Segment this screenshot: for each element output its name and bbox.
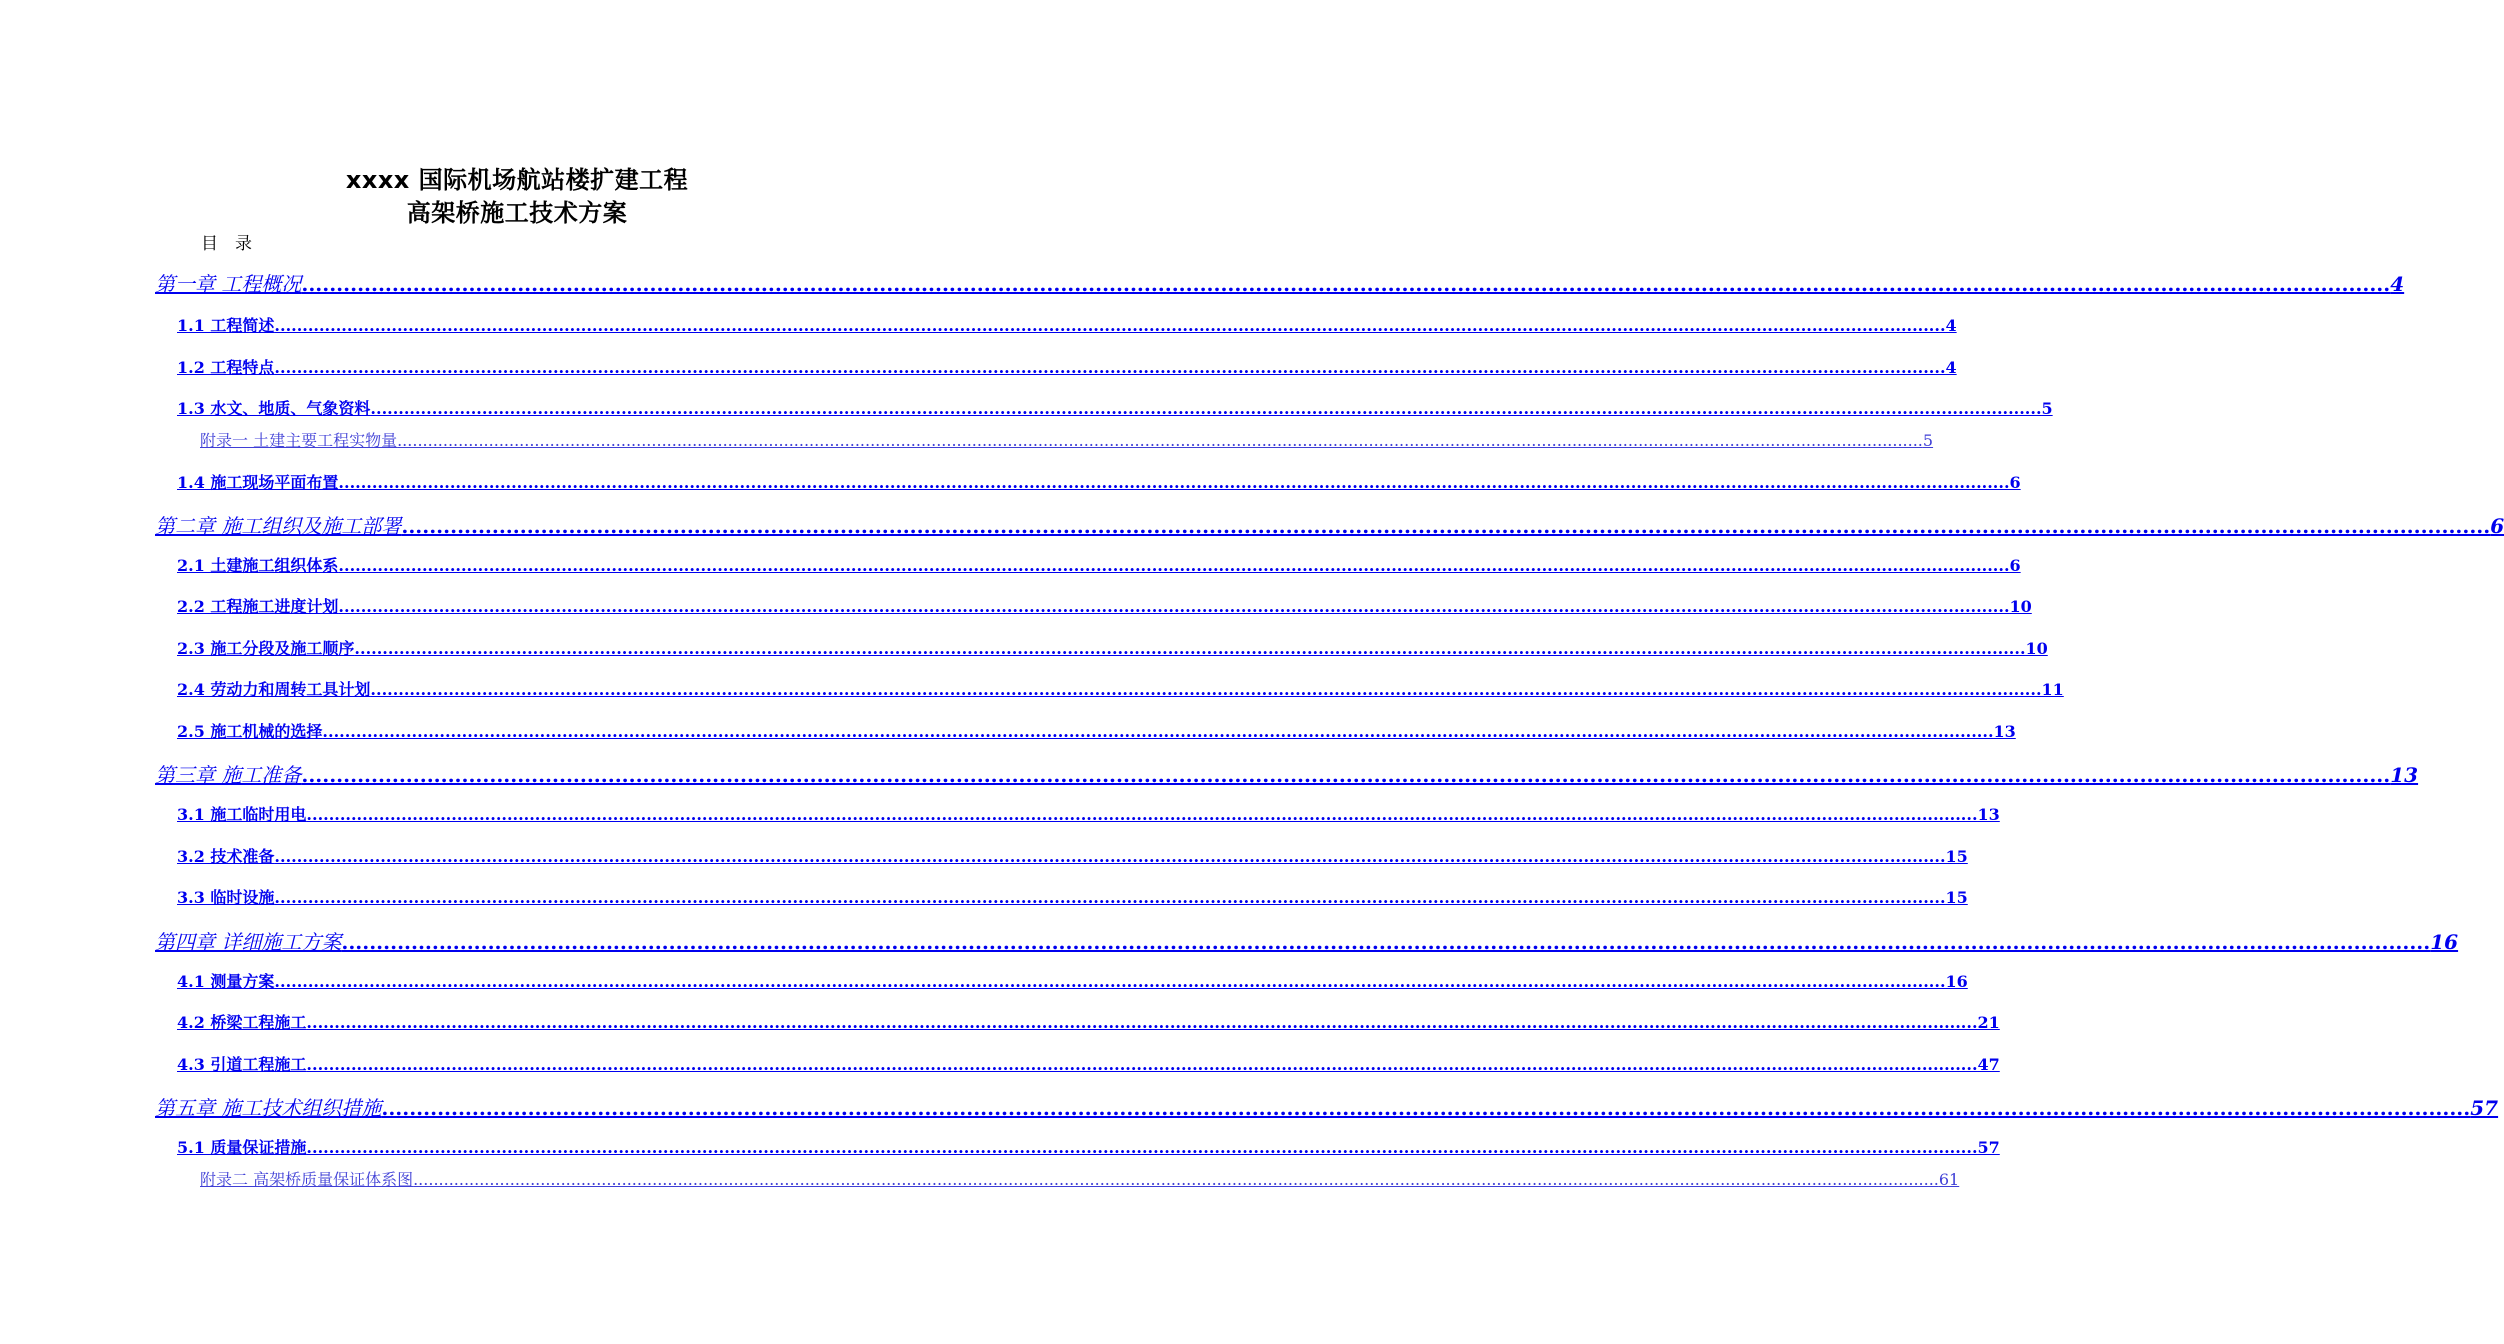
toc-entry-page-number: 11 [2041, 680, 2064, 699]
toc-entry-page-number: 13 [1993, 722, 2016, 741]
toc-entry-appendix[interactable] [200, 1167, 1960, 1190]
toc-dot-leader: ............................................................................................................................................................................................................................................................................................................ [306, 805, 1978, 824]
toc-dot-leader: ............................................................................................................................................................................................................................................................................................................ [274, 888, 1946, 907]
toc-dot-leader: ............................................................................................................................................................................................................................................................................................................ [274, 972, 1946, 991]
toc-entry-appendix[interactable] [200, 428, 1934, 451]
toc-dot-leader: ............................................................................................................................................................................................................................................................................................................ [274, 358, 1946, 377]
toc-entry-section[interactable] [177, 355, 1957, 378]
toc-dot-leader: ............................................................................................................................................................................................................................................................................................................ [401, 514, 2491, 538]
toc-entry-page-number: 15 [1945, 847, 1968, 866]
toc-entry-label: 2.2 工程施工进度计划 [177, 597, 339, 616]
toc-entry-chapter[interactable] [155, 1092, 2499, 1121]
toc-entry-label: 1.3 水文、地质、气象资料 [177, 399, 371, 418]
toc-entry-label: 4.2 桥梁工程施工 [177, 1013, 307, 1032]
toc-entry-page-number: 15 [1945, 888, 1968, 907]
toc-entry-label: 第二章 施工组织及施工部署 [155, 514, 402, 538]
toc-dot-leader: ............................................................................................................................................................................................................................................................................................................ [338, 556, 2010, 575]
toc-entry-page-number: 57 [2470, 1096, 2499, 1120]
toc-entry-section[interactable] [177, 802, 2000, 825]
toc-entry-label: 4.1 测量方案 [177, 972, 275, 991]
toc-heading: 目 录 [201, 234, 252, 254]
toc-dot-leader: ............................................................................................................................................................................................................................................................................................................ [274, 847, 1946, 866]
toc-entry-page-number: 10 [2009, 597, 2032, 616]
toc-entry-label: 第四章 详细施工方案 [155, 930, 342, 954]
toc-entry-section[interactable] [177, 1135, 2000, 1158]
toc-dot-leader: ............................................................................................................................................................................................................................................................................................................ [301, 272, 2391, 296]
toc-entry-label: 2.5 施工机械的选择 [177, 722, 323, 741]
toc-entry-page-number: 13 [2390, 763, 2419, 787]
toc-entry-page-number: 4 [2390, 272, 2405, 296]
toc-entry-section[interactable] [177, 553, 2021, 576]
toc-entry-label: 4.3 引道工程施工 [177, 1055, 307, 1074]
toc-dot-leader: ............................................................................................................................................................................................................................................................................................................ [306, 1055, 1978, 1074]
toc-entry-chapter[interactable] [155, 510, 2504, 539]
toc-entry-label: 1.4 施工现场平面布置 [177, 473, 339, 492]
toc-dot-leader: ............................................................................................................................................................................................................................................................................................................ [341, 930, 2431, 954]
toc-entry-page-number: 13 [1977, 805, 2000, 824]
toc-entry-label: 附录一 土建主要工程实物量 [200, 431, 398, 450]
toc-entry-page-number: 6 [2009, 473, 2021, 492]
toc-dot-leader: ............................................................................................................................................................................................................................................................................................................ [274, 316, 1946, 335]
toc-entry-page-number: 16 [1945, 972, 1968, 991]
toc-dot-leader: ............................................................................................................................................................................................................................................................................................................ [397, 431, 1923, 450]
toc-entry-section[interactable] [177, 313, 1957, 336]
toc-entry-page-number: 61 [1938, 1170, 1960, 1189]
toc-dot-leader: ............................................................................................................................................................................................................................................................................................................ [370, 399, 2042, 418]
toc-entry-section[interactable] [177, 594, 2032, 617]
document-title-line-1: xxxx 国际机场航站楼扩建工程 [345, 166, 689, 194]
toc-entry-label: 第三章 施工准备 [155, 763, 302, 787]
toc-dot-leader: ............................................................................................................................................................................................................................................................................................................ [354, 639, 2026, 658]
toc-entry-label: 2.3 施工分段及施工顺序 [177, 639, 355, 658]
toc-dot-leader: ............................................................................................................................................................................................................................................................................................................ [301, 763, 2391, 787]
toc-entry-page-number: 6 [2009, 556, 2021, 575]
toc-entry-chapter[interactable] [155, 759, 2419, 788]
toc-entry-page-number: 5 [1922, 431, 1934, 450]
toc-entry-section[interactable] [177, 396, 2053, 419]
toc-entry-page-number: 4 [1945, 316, 1957, 335]
toc-entry-label: 3.3 临时设施 [177, 888, 275, 907]
toc-entry-label: 附录二 高架桥质量保证体系图 [200, 1170, 414, 1189]
toc-dot-leader: ............................................................................................................................................................................................................................................................................................................ [370, 680, 2042, 699]
toc-dot-leader: ............................................................................................................................................................................................................................................................................................................ [306, 1013, 1978, 1032]
toc-entry-page-number: 6 [2490, 514, 2504, 538]
toc-entry-section[interactable] [177, 1010, 2000, 1033]
toc-entry-label: 2.4 劳动力和周转工具计划 [177, 680, 371, 699]
toc-entry-page-number: 5 [2041, 399, 2053, 418]
toc-entry-section[interactable] [177, 1052, 2000, 1075]
toc-dot-leader: ............................................................................................................................................................................................................................................................................................................ [338, 597, 2010, 616]
toc-dot-leader: ............................................................................................................................................................................................................................................................................................................ [381, 1096, 2471, 1120]
toc-entry-label: 3.2 技术准备 [177, 847, 275, 866]
toc-entry-label: 第一章 工程概况 [155, 272, 302, 296]
toc-entry-page-number: 10 [2025, 639, 2048, 658]
toc-entry-label: 5.1 质量保证措施 [177, 1138, 307, 1157]
toc-entry-section[interactable] [177, 636, 2048, 659]
toc-entry-label: 第五章 施工技术组织措施 [155, 1096, 382, 1120]
toc-entry-page-number: 57 [1977, 1138, 2000, 1157]
toc-dot-leader: ............................................................................................................................................................................................................................................................................................................ [322, 722, 1994, 741]
toc-entry-section[interactable] [177, 885, 1968, 908]
toc-entry-section[interactable] [177, 719, 2016, 742]
toc-entry-label: 1.2 工程特点 [177, 358, 275, 377]
toc-entry-section[interactable] [177, 844, 1968, 867]
toc-entry-section[interactable] [177, 677, 2064, 700]
toc-entry-page-number: 21 [1977, 1013, 2000, 1032]
document-title-line-2: 高架桥施工技术方案 [406, 199, 628, 227]
toc-entry-section[interactable] [177, 470, 2021, 493]
toc-entry-page-number: 4 [1945, 358, 1957, 377]
toc-dot-leader: ............................................................................................................................................................................................................................................................................................................ [413, 1170, 1939, 1189]
toc-dot-leader: ............................................................................................................................................................................................................................................................................................................ [338, 473, 2010, 492]
toc-entry-section[interactable] [177, 969, 1968, 992]
toc-dot-leader: ............................................................................................................................................................................................................................................................................................................ [306, 1138, 1978, 1157]
toc-entry-page-number: 16 [2430, 930, 2459, 954]
toc-entry-chapter[interactable] [155, 268, 2405, 297]
toc-entry-page-number: 47 [1977, 1055, 2000, 1074]
toc-entry-label: 3.1 施工临时用电 [177, 805, 307, 824]
toc-entry-chapter[interactable] [155, 926, 2459, 955]
toc-entry-label: 1.1 工程简述 [177, 316, 275, 335]
toc-entry-label: 2.1 土建施工组织体系 [177, 556, 339, 575]
